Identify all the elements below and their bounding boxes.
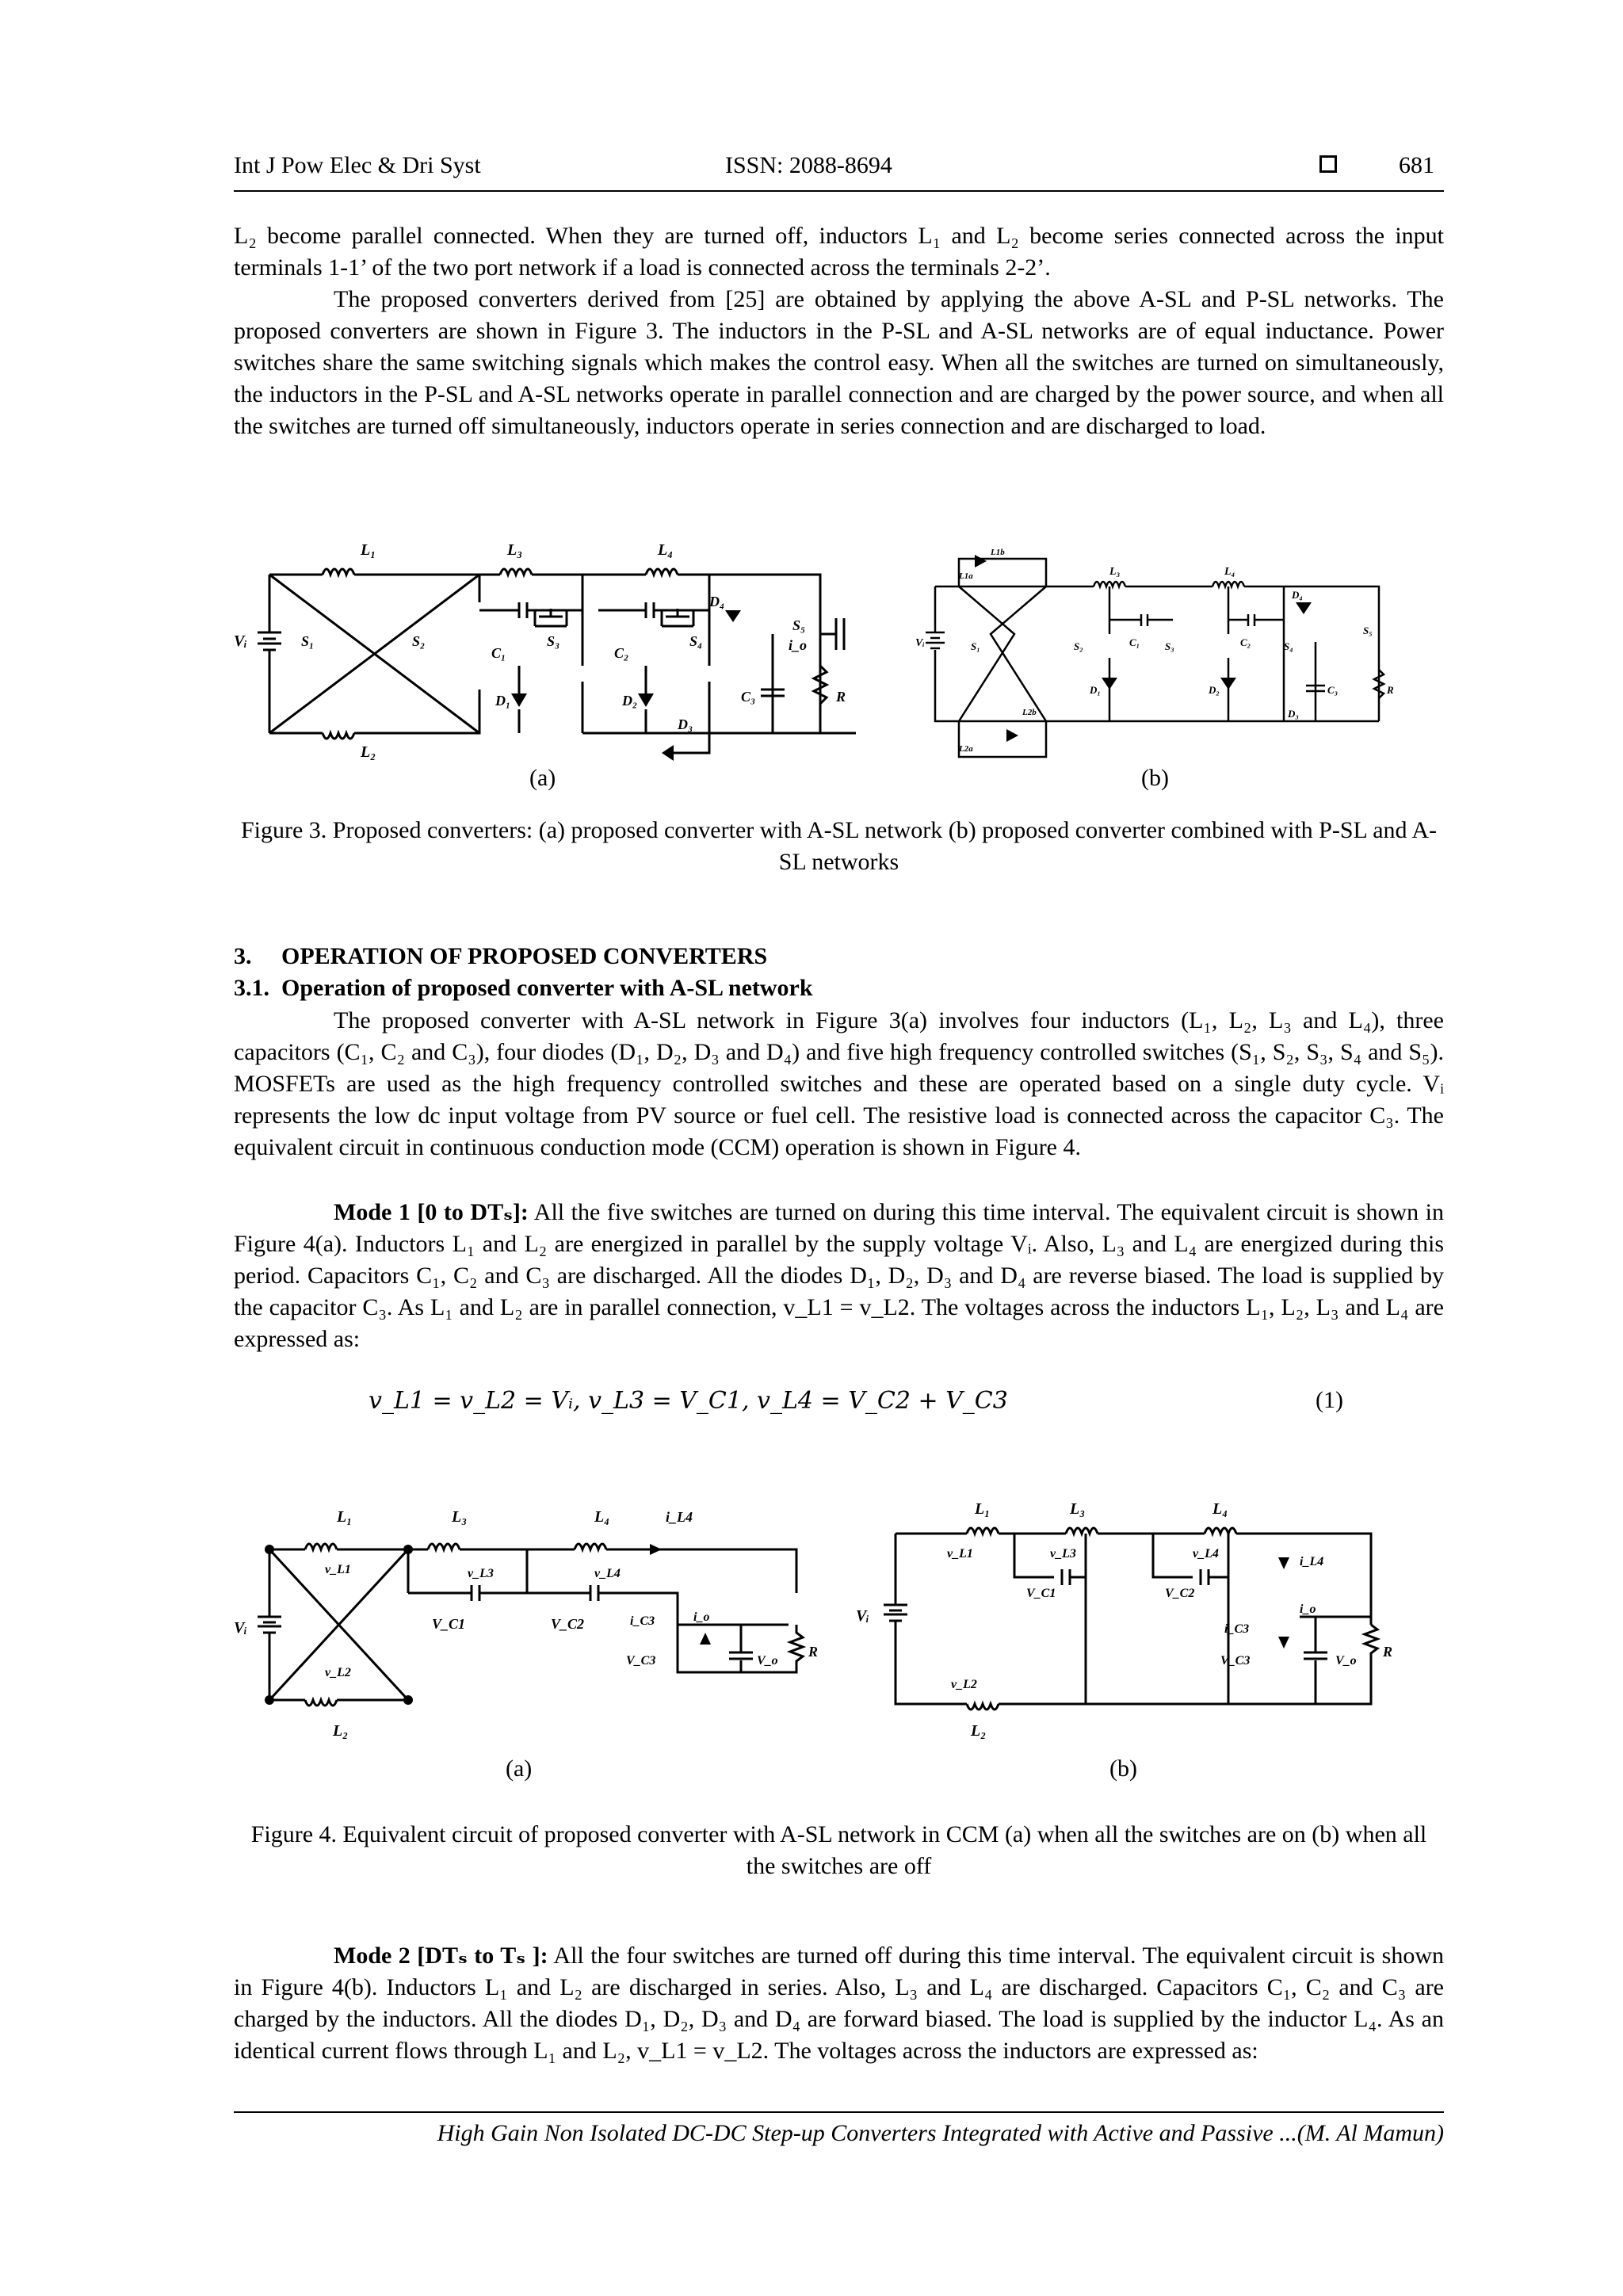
label-4b-vL1: v_L1 [947,1547,973,1561]
label-4a-L1: L₁ [337,1508,353,1526]
label-4b-vL2: v_L2 [951,1678,977,1691]
label-S4: S₄ [689,633,703,649]
label-D2: D₂ [622,693,638,709]
label-4a-Vo: V_o [757,1654,778,1668]
figure4a-label: (a) [506,1755,533,1782]
label-4b-VC3: V_C3 [1220,1654,1251,1668]
section-heading: 3. OPERATION OF PROPOSED CONVERTERS [234,943,768,969]
label-4b-L1: L₁ [975,1500,991,1518]
label-R: R [836,689,846,705]
label-C3: C₃ [741,689,756,705]
label-b-L1a: L1a [959,571,973,581]
label-4a-VC3: V_C3 [626,1654,656,1668]
figure3-caption: Figure 3. Proposed converters: (a) proposed converter with A-SL network (b) proposed converter combined with P-SL and A-SL networks [240,817,1438,875]
label-4b-R: R [1383,1644,1393,1660]
label-b-R: R [1387,684,1394,696]
label-4b-io: i_o [1300,1603,1316,1616]
label-D3: D₃ [678,716,693,732]
label-4b-vL3: v_L3 [1050,1547,1076,1561]
label-4b-VC1: V_C1 [1026,1587,1056,1600]
label-4b-vL4: v_L4 [1193,1547,1219,1561]
label-4a-R: R [808,1644,819,1660]
label-4a-io: i_o [693,1610,710,1624]
label-4b-Vo: V_o [1335,1654,1357,1668]
label-4a-vL2: v_L2 [325,1666,351,1679]
header-rule [234,190,1444,192]
label-b-S4: S₄ [1284,640,1293,652]
label-4a-L2: L₂ [333,1722,349,1740]
label-4a-iC3: i_C3 [630,1614,655,1628]
label-4b-L4: L₄ [1212,1500,1228,1518]
label-S1: S₁ [301,633,315,649]
label-4b-L3: L₃ [1070,1500,1086,1518]
mode2-title: Mode 2 [DTₛ to Tₛ ]: [334,1943,548,1969]
label-4b-VC2: V_C2 [1165,1587,1195,1600]
label-b-D2: D₂ [1209,684,1220,696]
label-4a-vL4: v_L4 [594,1567,621,1580]
label-4a-VC1: V_C1 [432,1616,466,1632]
label-C1: C₁ [491,645,506,661]
footer-rule [234,2111,1444,2113]
label-b-S3: S₃ [1165,640,1174,652]
figure3a-circuit [234,539,860,761]
label-b-L4: L₄ [1224,566,1235,578]
label-4b-iC3: i_C3 [1224,1622,1250,1636]
label-b-L2b: L2b [1022,708,1037,717]
subsection-heading: 3.1. Operation of proposed converter with A-SL network [234,975,813,1001]
label-b-C1: C₁ [1129,636,1140,648]
label-4b-L2: L₂ [971,1722,987,1740]
mode2-paragraph [234,1940,1444,2067]
label-4b-iL4: i_L4 [1300,1555,1324,1568]
body-paragraph-1: The proposed converter with A-SL network in Figure 3(a) involves four inductors (L₁, L₂, L₃ and L₄), three capacitors (C₁, C₂ and C₃), four diodes (D₁, D₂, D₃ and D₄) and five high frequency controlled switches (S₁, S₂, S₃, S₄ and S₅). MOSFETs are used as the high frequency controlled switches and these are operated based on a single duty cycle. Vᵢ represents the low dc input voltage from PV source or fuel cell. The resistive load is connected across the capacitor C₃. The equivalent circuit in continuous conduction mode (CCM) operation is shown in Figure 4. [234,1007,1444,1160]
figure3b-circuit [911,539,1403,769]
label-S2: S₂ [412,633,426,649]
label-b-D4: D₄ [1292,589,1303,601]
label-b-S1: S₁ [971,640,980,652]
issn: ISSN: 2088-8694 [725,152,892,178]
mode1-paragraph [234,1197,1444,1355]
figure4-caption: Figure 4. Equivalent circuit of proposed converter with A-SL network in CCM (a) when all the switches are on (b) when all the switches are off [250,1821,1427,1879]
label-b-C3: C₃ [1327,684,1338,696]
label-b-D1: D₁ [1090,684,1101,696]
label-b-C2: C₂ [1240,636,1251,648]
figure4a-circuit [234,1490,820,1740]
intro-paragraph-1: L₂ become parallel connected. When they are turned off, inductors L₁ and L₂ become series connected across the input terminals 1-1’ of the two port network if a load is connected across the terminals 2-2’. [234,223,1444,281]
label-b-L3: L₃ [1109,566,1121,578]
label-io: i_o [789,637,808,653]
checkbox-square-icon [1319,155,1337,173]
figure3a-label: (a) [529,765,556,791]
footer-running-title: High Gain Non Isolated DC-DC Step-up Converters Integrated with Active and Passive ...(M. Al Mamun) [437,2120,1444,2146]
intro-paragraph-2: The proposed converters derived from [25] are obtained by applying the above A-SL and P-SL networks. The proposed converters are shown in Figure 3. The inductors in the P-SL and A-SL networks are of equal inductance. Power switches share the same switching signals which makes the control easy. When all the switches are turned on simultaneously, the inductors in the P-SL and A-SL networks operate in parallel connection and are charged by the power source, and when all the switches are turned off simultaneously, inductors operate in series connection and are discharged to load. [234,286,1444,439]
page-number: 681 [1399,152,1434,178]
figure4b-circuit [856,1490,1395,1740]
label-4a-VC2: V_C2 [551,1616,585,1632]
label-L2: L₂ [361,743,376,761]
journal-name: Int J Pow Elec & Dri Syst [234,152,481,178]
figure3b-label: (b) [1141,765,1169,791]
label-b-D3: D₃ [1288,708,1299,720]
mode1-title: Mode 1 [0 to DTₛ]: [334,1199,529,1225]
label-D1: D₁ [495,693,511,709]
label-4a-L4: L₄ [594,1508,610,1526]
label-Vi: Vᵢ [234,632,247,650]
mode1-text: All the five switches are turned on during this time interval. The equivalent circuit is shown in Figure 4(a). Inductors L₁ and L₂ are energized in parallel by the supply voltage Vᵢ. Also, L₃ and L₄ are energized during this period. Capacitors C₁, C₂ and C₃ are discharged. All the diodes D₁, D₂, D₃ and D₄ are reverse biased. The load is supplied by the capacitor C₃. As L₁ and L₂ are in parallel connection, v_L1 = v_L2. The voltages across the inductors L₁, L₂, L₃ and L₄ are expressed as: [234,1199,1444,1352]
label-S3: S₃ [547,633,560,649]
label-4a-vL3: v_L3 [468,1567,494,1580]
label-4a-vL1: v_L1 [325,1563,351,1576]
label-L1: L₁ [361,541,376,559]
label-L4: L₄ [658,541,674,559]
label-4a-L3: L₃ [452,1508,468,1526]
label-D4: D₄ [709,594,725,609]
label-4a-iL4: i_L4 [666,1509,693,1525]
label-4a-Vi: Vᵢ [234,1619,247,1637]
equation-1: v_L1 = v_L2 = Vᵢ, v_L3 = V_C1, v_L4 = V_C2 + V_C3 [369,1387,1008,1415]
figure4b-label: (b) [1109,1755,1137,1782]
label-b-Vi: Vᵢ [915,637,925,649]
label-L3: L₃ [507,541,523,559]
label-b-L2a: L2a [959,744,973,754]
label-b-L1b: L1b [991,548,1005,557]
label-C2: C₂ [614,645,629,661]
label-b-S2: S₂ [1074,640,1083,652]
label-S5: S₅ [792,617,806,633]
label-4b-Vi: Vᵢ [856,1607,869,1625]
mode2-text: All the four switches are turned off during this time interval. The equivalent circuit is shown in Figure 4(b). Inductors L₁ and L₂ are discharged in series. Also, L₃ and L₄ are discharged. Capacitors C₁, C₂ and C₃ are charged by the inductors. All the diodes D₁, D₂, D₃ and D₄ are forward biased. The load is supplied by the inductor L₄. As an identical current flows through L₁ and L₂, v_L1 = v_L2. The voltages across the inductors are expressed as: [234,1943,1444,2064]
label-b-S5: S₅ [1363,625,1373,636]
equation-1-number: (1) [1316,1387,1343,1413]
